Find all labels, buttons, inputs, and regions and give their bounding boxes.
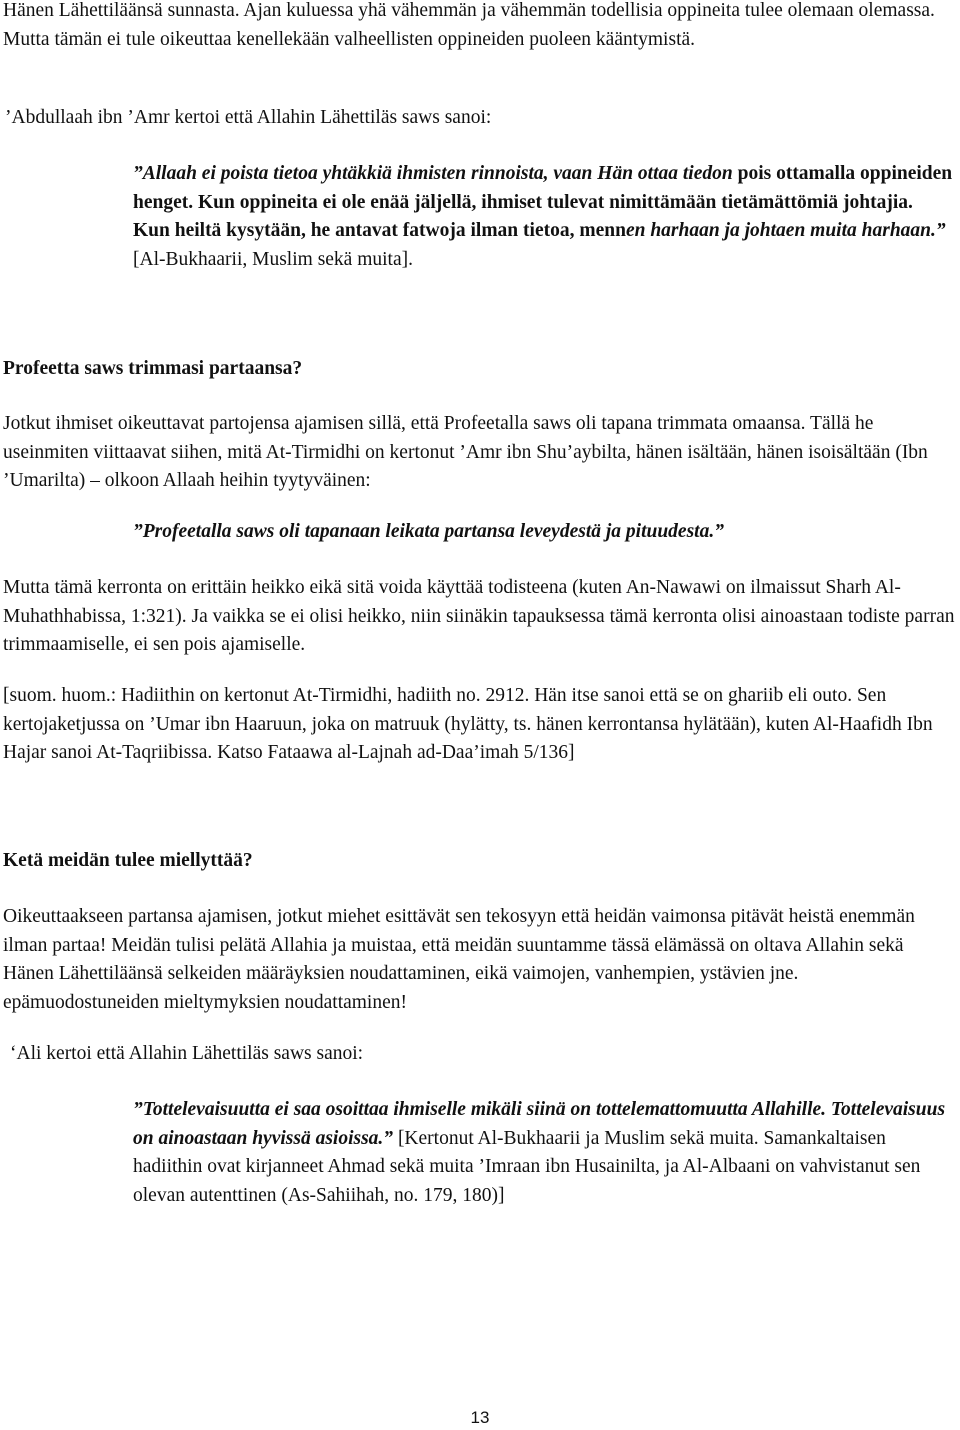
heading-please-whom: Ketä meidän tulee miellyttää? xyxy=(3,850,253,871)
quote-obedience-text: ”Tottelevaisuutta ei saa osoittaa ihmiselle mikäli siinä on tottelemattomuutta Allahille. Tottelevaisuus on ainoastaan hyvissä asioissa.” xyxy=(133,1099,946,1149)
hadith-quote-obedience xyxy=(133,1096,953,1210)
paragraph-excuse: Oikeuttaakseen partansa ajamisen, jotkut miehet esittävät sen tekosyyn että heidän vaimonsa pitävät heistä enemmän ilman partaa! Meidän tulisi pelätä Allahia ja muistaa, että meidän suuntamme tässä elämässä on oltava Allahin sekä Hänen Lähettiläänsä selkeiden määräyksien noudattaminen, eikä vaimojen, vanhempien, ystävien jne. epämuodostuneiden mieltymyksien noudattaminen! xyxy=(3,906,915,1013)
quote-part-a: ”Allaah ei poista tietoa yhtäkkiä ihmisten rinnoista, vaan Hän ottaa tiedon xyxy=(133,163,733,184)
paragraph-justification: Jotkut ihmiset oikeuttavat partojensa ajamisen sillä, että Profeetalla saws oli tapana trimmata omaansa. Tällä he useinmiten viittaavat siihen, mitä At-Tirmidhi on kertonut ’Amr ibn Shu’aybilta, hänen isältään, hänen isoisältään (Ibn ’Umarilta) – olkoon Allaah heihin tyytyväinen: xyxy=(3,413,928,491)
page-number: 13 xyxy=(470,1408,490,1427)
paragraph-abdullaah-narration: ’Abdullaah ibn ’Amr kertoi että Allahin Lähettiläs saws sanoi: xyxy=(5,107,492,128)
paragraph-weak-narration: Mutta tämä kerronta on erittäin heikko eikä sitä voida käyttää todisteena (kuten An-Nawawi on ilmaissut Sharh Al-Muhathhabissa, 1:321). Ja vaikka se ei olisi heikko, niin siinäkin tapauksessa tämä kerronta olisi ainoastaan todiste parran trimmaamiselle, ei sen pois ajamiselle. xyxy=(3,577,955,655)
quote-source: [Al-Bukhaarii, Muslim sekä muita]. xyxy=(133,248,413,270)
heading-trimming: Profeetta saws trimmasi partaansa? xyxy=(3,358,303,379)
paragraph-translator-note: [suom. huom.: Hadiithin on kertonut At-Tirmidhi, hadiith no. 2912. Hän itse sanoi että se on ghariib eli outo. Sen kertojaketjussa on ’Umar ibn Haaruun, joka on matruuk (hylätty, ts. hänen kerrontansa hylätään), kuten Al-Haafidh Ibn Hajar sanoi At-Taqriibissa. Katso Fataawa al-Lajnah ad-Daa’imah 5/136] xyxy=(3,685,933,763)
quote-obedience-source: [Kertonut Al-Bukhaarii ja Muslim sekä muita. Samankaltaisen hadiithin ovat kirjanneet Ahmad sekä muita ’Imraan ibn Husainilta, ja Al-Albaani on vahvistanut sen olevan autenttinen (As-Sahiihah, no. 179, 180)] xyxy=(133,1127,921,1206)
quote-beard-text: ”Profeetalla saws oli tapanaan leikata partansa leveydestä ja pituudesta.” xyxy=(133,521,724,542)
hadith-quote-knowledge xyxy=(133,160,953,274)
paragraph-intro: Hänen Lähettiläänsä sunnasta. Ajan kuluessa yhä vähemmän ja vähemmän todellisia oppineita tulee olemaan olemassa. Mutta tämän ei tule oikeuttaa kenellekään valheellisten oppineiden puoleen kääntymistä. xyxy=(3,0,935,50)
quote-part-c: en harhaan ja johtaen muita harhaan.” xyxy=(625,220,946,241)
hadith-quote-beard xyxy=(133,518,953,547)
paragraph-ali-narration: ‘Ali kertoi että Allahin Lähettiläs saws sanoi: xyxy=(10,1043,364,1064)
quote-part-b: pois ottamalla oppineiden henget. Kun oppineita ei ole enää jäljellä, ihmiset tulevat nimittämään tietämättömiä johtajia. Kun heiltä kysytään, he antavat fatwoja ilman tietoa, menn xyxy=(133,163,953,241)
